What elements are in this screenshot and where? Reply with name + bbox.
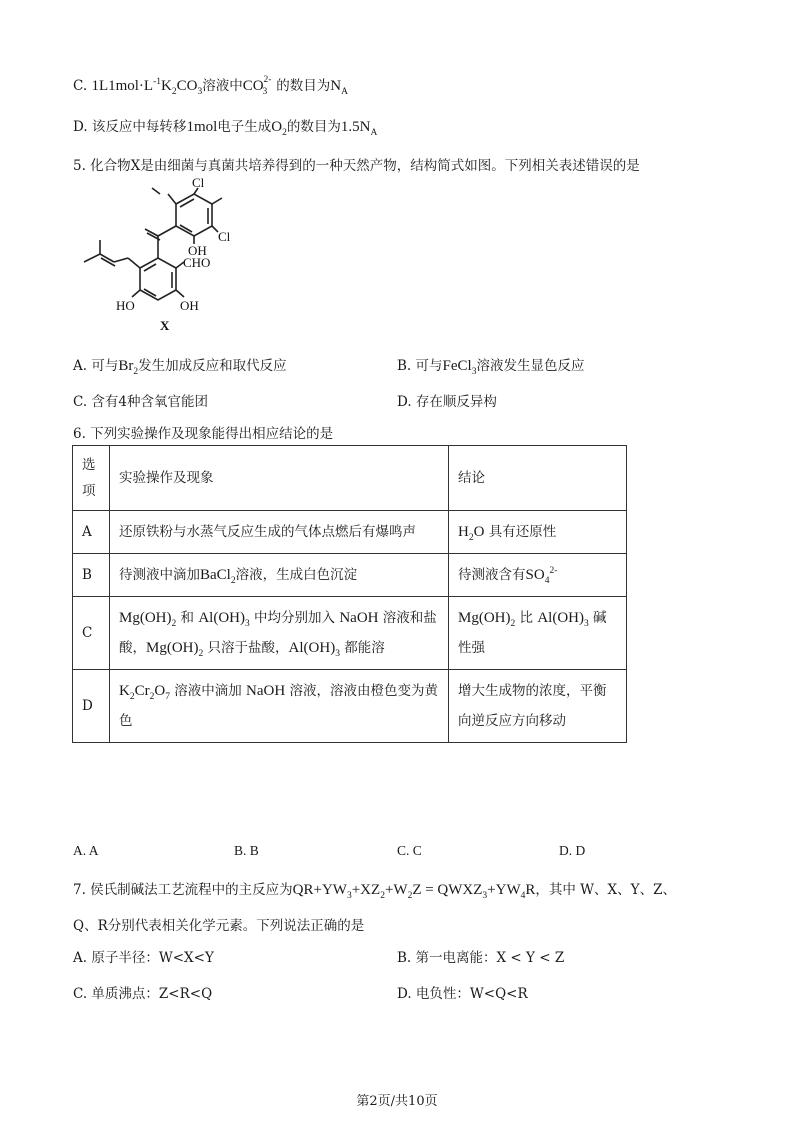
q4-option-c: C. $1L1mol\cdot L^{-1}K_2CO_3$溶液中$CO^{2-}_3$ 的数目为$N_A$ bbox=[73, 75, 348, 97]
q6-answer-a: A. A bbox=[73, 843, 99, 858]
q7-stem-line2: Q、R分别代表相关化学元素。下列说法正确的是 bbox=[73, 918, 365, 934]
q7-option-b: B. 第一电离能：X < Y < Z bbox=[397, 950, 565, 966]
row-option: C bbox=[73, 597, 110, 670]
q7-option-d: D. 电负性：W<Q<R bbox=[397, 986, 528, 1002]
page-footer: 第2页/共10页 bbox=[356, 1094, 438, 1109]
header-operation: 实验操作及现象 bbox=[110, 446, 449, 511]
q6-answer-b: B. B bbox=[234, 843, 259, 858]
q4-option-d: D. 该反应中每转移1mol电子生成$O_2$的数目为$1.5N_A$ bbox=[73, 119, 378, 138]
row-operation: $K_2Cr_2O_7$ 溶液中滴加 NaOH 溶液，溶液由橙色变为黄色 bbox=[110, 670, 449, 743]
table-row bbox=[73, 597, 627, 670]
q5-option-a: A. 可与$Br_2$发生加成反应和取代反应 bbox=[73, 358, 287, 377]
row-operation: $Mg(OH)_2$ 和 $Al(OH)_3$ 中均分别加入 NaOH 溶液和盐酸，$Mg(OH)_2$ 只溶于盐酸，$Al(OH)_3$ 都能溶 bbox=[110, 597, 449, 670]
table-header-row bbox=[73, 446, 627, 511]
label-oh-upper: OH bbox=[188, 243, 207, 258]
label-cl-top: Cl bbox=[192, 175, 205, 190]
upper-ring bbox=[176, 194, 212, 236]
q5-stem: 5. 化合物X是由细菌与真菌共培养得到的一种天然产物，结构简式如图。下列相关表述错误的是 bbox=[73, 158, 640, 174]
q5-option-c: C. 含有4种含氧官能团 bbox=[73, 394, 209, 410]
row-conclusion: 待测液含有$SO_4^{2-}$ bbox=[449, 554, 627, 597]
label-compound-x: X bbox=[160, 318, 170, 333]
table-row bbox=[73, 670, 627, 743]
q7-option-c: C. 单质沸点：Z<R<Q bbox=[73, 986, 213, 1002]
label-cho: CHO bbox=[183, 255, 211, 270]
label-oh-lower: OH bbox=[180, 298, 199, 313]
q6-answer-d: D. D bbox=[559, 843, 586, 858]
q7-stem-line1: 7. 侯氏制碱法工艺流程中的主反应为$QR+YW_3+XZ_2+W_2Z$ = $QWXZ_3+YW_4R$，其中 W、X、Y、Z、 bbox=[73, 882, 676, 901]
q6-table bbox=[72, 445, 627, 743]
row-conclusion: $H_2O$ 具有还原性 bbox=[449, 511, 627, 554]
q5-option-d: D. 存在顺反异构 bbox=[397, 394, 497, 410]
row-operation: 待测液中滴加BaCl$_2$溶液，生成白色沉淀 bbox=[110, 554, 449, 597]
q6-stem: 6. 下列实验操作及现象能得出相应结论的是 bbox=[73, 426, 334, 442]
lower-ring bbox=[140, 258, 176, 300]
row-conclusion: $Mg(OH)_2$ 比 $Al(OH)_3$ 碱性强 bbox=[449, 597, 627, 670]
label-cl-right: Cl bbox=[218, 229, 231, 244]
label-ho-left: HO bbox=[116, 298, 135, 313]
header-option: 选项 bbox=[73, 446, 110, 511]
row-option: D bbox=[73, 670, 110, 743]
q6-answer-c: C. C bbox=[397, 843, 422, 858]
row-option: A bbox=[73, 511, 110, 554]
row-operation: 还原铁粉与水蒸气反应生成的气体点燃后有爆鸣声 bbox=[110, 511, 449, 554]
q7-option-a: A. 原子半径：W<X<Y bbox=[73, 950, 214, 966]
compound-x-structure bbox=[80, 175, 250, 334]
table-row bbox=[73, 554, 627, 597]
q5-option-b: B. 可与FeCl$_3$溶液发生显色反应 bbox=[397, 358, 585, 377]
row-option: B bbox=[73, 554, 110, 597]
header-conclusion: 结论 bbox=[449, 446, 627, 511]
table-row bbox=[73, 511, 627, 554]
row-conclusion: 增大生成物的浓度，平衡向逆反应方向移动 bbox=[449, 670, 627, 743]
